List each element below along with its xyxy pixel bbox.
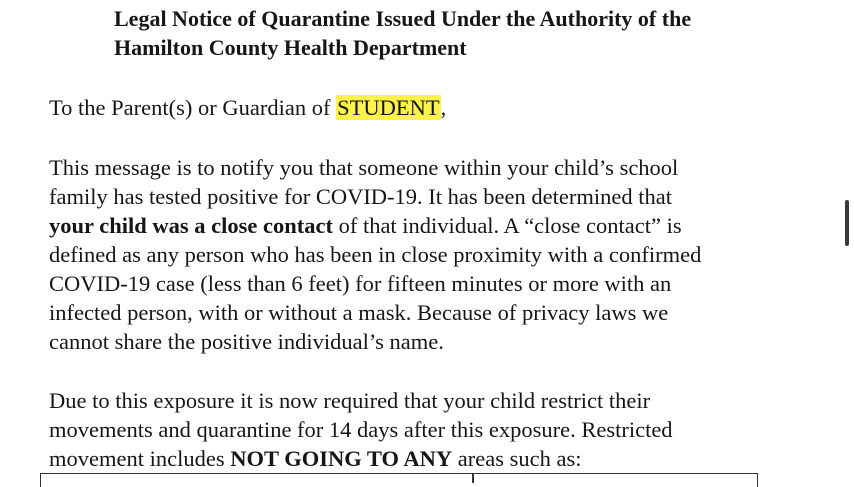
notification-paragraph [49,153,701,356]
paragraph-line: infected person, with or without a mask. Because of privacy laws we [49,300,669,325]
paragraph-line [49,211,701,240]
salutation [49,93,446,123]
notice-title [114,4,691,62]
paragraph-line: Due to this exposure it is now required that your child restrict their [49,388,651,413]
paragraph-line-rest: of that individual. A “close contact” is [332,213,682,238]
paragraph-line: movements and quarantine for 14 days after this exposure. Restricted [49,417,673,442]
paragraph-line: COVID-19 case (less than 6 feet) for fifteen minutes or more with an [49,271,672,296]
salutation-suffix: , [440,95,447,120]
highlighted-student-placeholder: STUDENT [337,95,440,120]
title-line-1: Legal Notice of Quarantine Issued Under the Authority of the [114,6,692,31]
quarantine-paragraph [49,386,673,473]
scrollbar-thumb[interactable] [845,200,849,246]
salutation-prefix: To the Parent(s) or Guardian of [49,95,337,120]
paragraph-line-start: movement includes [49,446,231,471]
paragraph-line: family has tested positive for COVID-19. It has been determined that [49,184,672,209]
paragraph-line: This message is to notify you that someone within your child’s school [49,155,679,180]
paragraph-line: defined as any person who has been in close proximity with a confirmed [49,242,702,267]
paragraph-line-end: areas such as: [452,446,582,471]
not-going-emphasis: NOT GOING TO ANY [230,446,453,471]
table-column-divider [472,473,474,483]
paragraph-line: cannot share the positive individual’s name. [49,329,444,354]
restricted-areas-table [40,473,758,487]
close-contact-emphasis: your child was a close contact [49,213,333,238]
paragraph-line [49,444,673,473]
title-line-2: Hamilton County Health Department [114,35,467,60]
